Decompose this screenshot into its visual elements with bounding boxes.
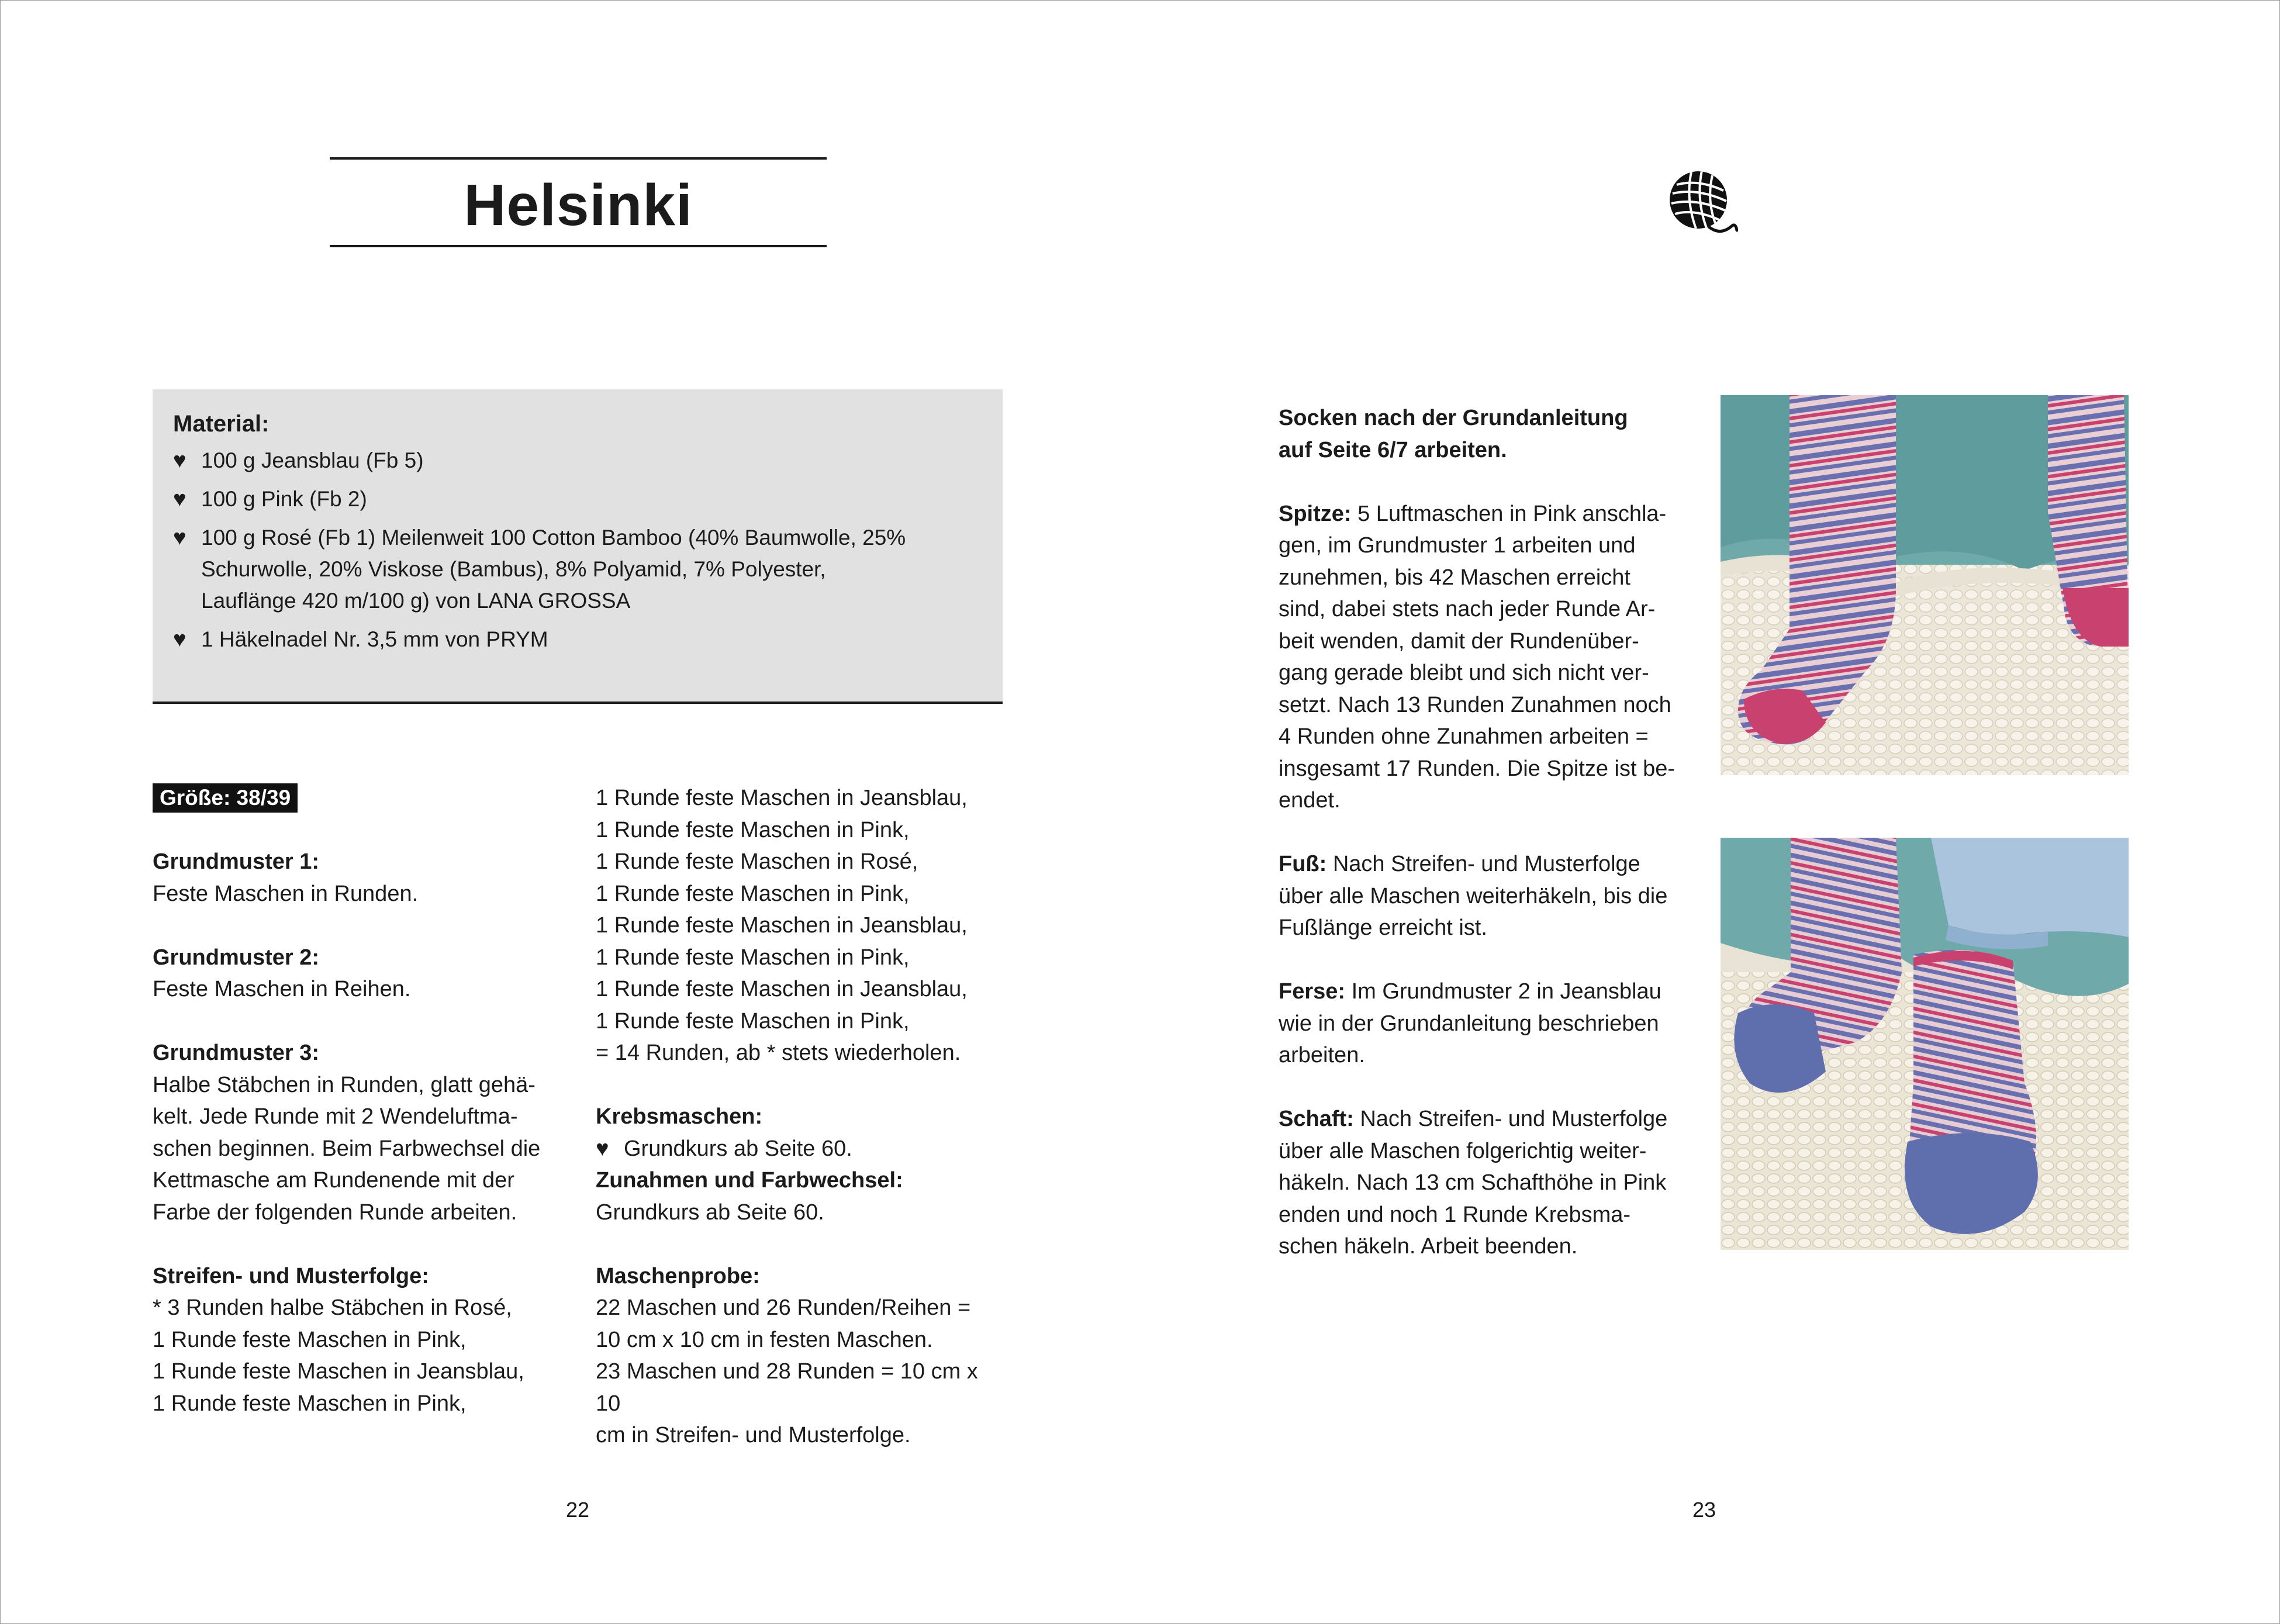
zunahmen-text: Grundkurs ab Seite 60.	[596, 1200, 824, 1225]
schaft-line: über alle Maschen folgerichtig weiter-	[1279, 1138, 1647, 1163]
instructions-column-3	[1279, 402, 1688, 1263]
material-item	[173, 445, 982, 476]
krebsmaschen-heading: Krebsmaschen:	[596, 1104, 763, 1129]
grundmuster1-heading: Grundmuster 1:	[153, 849, 320, 874]
intro-line: auf Seite 6/7 arbeiten.	[1279, 437, 1507, 462]
spitze-line: sind, dabei stets nach jeder Runde Ar-	[1279, 597, 1656, 621]
streifen-line: 1 Runde feste Maschen in Jeansblau,	[596, 786, 968, 810]
heart-icon: ♥	[173, 627, 186, 652]
maschenprobe-line: 22 Maschen und 26 Runden/Reihen =	[596, 1295, 971, 1320]
krebsmaschen-text	[596, 1133, 1008, 1165]
maschenprobe-line: cm in Streifen- und Musterfolge.	[596, 1423, 911, 1447]
grundmuster3-heading: Grundmuster 3:	[153, 1041, 320, 1065]
maschenprobe-heading: Maschenprobe:	[596, 1263, 760, 1288]
material-box	[153, 389, 1003, 702]
streifen-line: 1 Runde feste Maschen in Pink,	[596, 817, 910, 842]
grundmuster3-line: Kettmasche am Rundenende mit der	[153, 1168, 514, 1193]
page-number-right: 23	[1692, 1498, 1716, 1522]
spitze-first-line	[1279, 498, 1688, 530]
material-item-text: 100 g Pink (Fb 2)	[201, 487, 367, 511]
spitze-line: beit wenden, damit der Rundenüber-	[1279, 628, 1639, 654]
ferse-label: Ferse:	[1279, 979, 1346, 1004]
streifen-line: 1 Runde feste Maschen in Pink,	[596, 1008, 910, 1034]
yarn-ball-icon	[1668, 167, 1738, 240]
material-heading: Material:	[173, 411, 270, 437]
maschenprobe-line: 23 Maschen und 28 Runden = 10 cm x 10	[596, 1359, 978, 1416]
streifen-line: * 3 Runden halbe Stäbchen in Rosé,	[153, 1295, 512, 1320]
ferse-line: wie in der Grundanleitung beschrieben	[1279, 1011, 1659, 1036]
spitze-line: gen, im Grundmuster 1 arbeiten und	[1279, 533, 1636, 558]
streifen-line: = 14 Runden, ab * stets wiederholen.	[596, 1041, 961, 1065]
grundmuster3-line: kelt. Jede Runde mit 2 Wendeluftma-	[153, 1104, 518, 1129]
schaft-line: enden und noch 1 Runde Krebsma-	[1279, 1202, 1631, 1227]
schaft-label: Schaft:	[1279, 1107, 1354, 1131]
streifen-line: 1 Runde feste Maschen in Pink,	[153, 1391, 467, 1416]
spitze-line: setzt. Nach 13 Runden Zunahmen noch	[1279, 692, 1671, 717]
grundmuster3-line: schen beginnen. Beim Farbwechsel die	[153, 1136, 541, 1161]
grundmuster2-heading: Grundmuster 2:	[153, 945, 320, 970]
material-item-text: 100 g Rosé (Fb 1) Meilenweit 100 Cotton Bamboo (40% Baumwolle, 25% Schurwolle, 20% Viskose (Bambus), 8% Polyamid, 7% Polyester, Lauflänge 420 m/100 g) von LANA GROSSA	[201, 526, 906, 613]
spitze-line: endet.	[1279, 788, 1341, 813]
spitze-line: insgesamt 17 Runden. Die Spitze ist be-	[1279, 756, 1676, 781]
material-item	[173, 624, 982, 655]
spitze-line: 4 Runden ohne Zunahmen arbeiten =	[1279, 724, 1649, 749]
streifen-line: 1 Runde feste Maschen in Jeansblau,	[596, 913, 968, 938]
material-item	[173, 483, 982, 515]
instructions-column-2	[596, 782, 1008, 1452]
sock-photo-front	[1721, 395, 2129, 775]
zunahmen-heading: Zunahmen und Farbwechsel:	[596, 1168, 903, 1193]
spitze-line: gang gerade bleibt und sich nicht ver-	[1279, 661, 1649, 685]
fuss-line: über alle Maschen weiterhäkeln, bis die	[1279, 883, 1668, 908]
schaft-line: schen häkeln. Arbeit beenden.	[1279, 1234, 1578, 1259]
streifen-line: 1 Runde feste Maschen in Jeansblau,	[596, 977, 968, 1001]
streifen-line: 1 Runde feste Maschen in Pink,	[596, 881, 910, 906]
streifen-line: 1 Runde feste Maschen in Pink,	[596, 945, 910, 970]
page-number-left: 22	[565, 1498, 590, 1522]
material-item	[173, 522, 982, 617]
grundmuster2-text: Feste Maschen in Reihen.	[153, 977, 411, 1001]
streifen-line: 1 Runde feste Maschen in Jeansblau,	[153, 1359, 524, 1384]
spitze-first-text: 5 Luftmaschen in Pink anschla-	[1351, 501, 1667, 526]
sock-photo-heels	[1721, 838, 2129, 1250]
heart-icon: ♥	[173, 448, 186, 473]
title-rule-bottom	[330, 245, 827, 247]
schaft-line: häkeln. Nach 13 cm Schafthöhe in Pink	[1279, 1170, 1667, 1195]
heart-icon: ♥	[173, 487, 186, 512]
streifen-line: 1 Runde feste Maschen in Pink,	[153, 1327, 467, 1352]
ferse-first-text: Im Grundmuster 2 in Jeansblau	[1345, 979, 1661, 1004]
heart-icon: ♥	[596, 1136, 609, 1161]
size-badge: Größe: 38/39	[153, 783, 298, 813]
fuss-line: Fußlänge erreicht ist.	[1279, 915, 1487, 940]
fuss-label: Fuß:	[1279, 852, 1327, 876]
grundmuster1-text: Feste Maschen in Runden.	[153, 881, 419, 906]
heart-icon: ♥	[173, 526, 186, 550]
ferse-first-line	[1279, 976, 1688, 1008]
streifen-heading: Streifen- und Musterfolge:	[153, 1263, 429, 1288]
schaft-first-line	[1279, 1103, 1688, 1135]
grundmuster3-line: Halbe Stäbchen in Runden, glatt gehä-	[153, 1072, 536, 1097]
page-title: Helsinki	[464, 172, 693, 238]
spitze-label: Spitze:	[1279, 501, 1352, 526]
intro-line: Socken nach der Grundanleitung	[1279, 406, 1628, 430]
maschenprobe-line: 10 cm x 10 cm in festen Maschen.	[596, 1327, 933, 1352]
schaft-first-text: Nach Streifen- und Musterfolge	[1353, 1107, 1668, 1131]
fuss-first-line	[1279, 848, 1688, 880]
krebsmaschen-text-value: Grundkurs ab Seite 60.	[624, 1136, 852, 1161]
material-item-text: 1 Häkelnadel Nr. 3,5 mm von PRYM	[201, 627, 548, 651]
title-rule-top	[330, 157, 827, 160]
ferse-line: arbeiten.	[1279, 1043, 1365, 1067]
streifen-line: 1 Runde feste Maschen in Rosé,	[596, 849, 918, 874]
instructions-column-1	[153, 782, 550, 1419]
material-item-text: 100 g Jeansblau (Fb 5)	[201, 448, 424, 472]
grundmuster3-line: Farbe der folgenden Runde arbeiten.	[153, 1200, 517, 1225]
material-rule	[153, 702, 1003, 704]
spitze-line: zunehmen, bis 42 Maschen erreicht	[1279, 565, 1630, 590]
fuss-first-text: Nach Streifen- und Musterfolge	[1326, 852, 1640, 876]
